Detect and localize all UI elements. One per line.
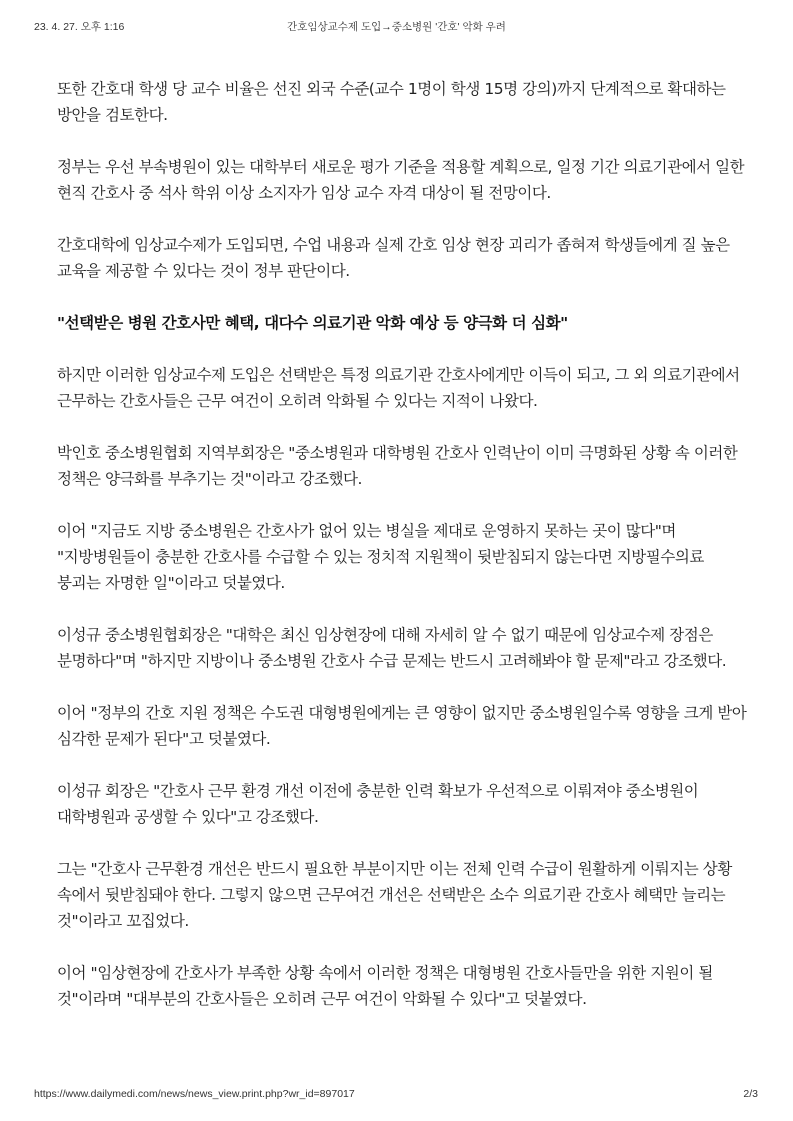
article-subheading: "선택받은 병원 간호사만 혜택, 대다수 의료기관 악화 예상 등 양극화 더 심화" (57, 314, 568, 332)
article-paragraph: 정부는 우선 부속병원이 있는 대학부터 새로운 평가 기준을 적용할 계획으로, 일정 기간 의료기관에서 일한 현직 간호사 중 석사 학위 이상 소지자가 임상 교수 자격 대상이 될 전망이다. (57, 158, 745, 202)
article-paragraph: 간호대학에 임상교수제가 도입되면, 수업 내용과 실제 간호 임상 현장 괴리가 좁혀져 학생들에게 질 높은 교육을 제공할 수 있다는 것이 정부 판단이다. (57, 236, 730, 280)
article-paragraph: 이어 "정부의 간호 지원 정책은 수도권 대형병원에게는 큰 영향이 없지만 중소병원일수록 영향을 크게 받아 심각한 문제가 된다"고 덧붙였다. (57, 704, 747, 748)
article-paragraph: 이어 "임상현장에 간호사가 부족한 상황 속에서 이러한 정책은 대형병원 간호사들만을 위한 지원이 될 것"이라며 "대부분의 간호사들은 오히려 근무 여건이 악화될 수 있다"고 덧붙였다. (57, 964, 713, 1008)
article-body (57, 76, 747, 1038)
article-paragraph: 박인호 중소병원협회 지역부회장은 "중소병원과 대학병원 간호사 인력난이 이미 극명화된 상황 속 이러한 정책은 양극화를 부추기는 것"이라고 강조했다. (57, 444, 738, 488)
print-footer (0, 1088, 793, 1104)
article-paragraph: 이성규 중소병원협회장은 "대학은 최신 임상현장에 대해 자세히 알 수 없기 때문에 임상교수제 장점은 분명하다"며 "하지만 지방이나 중소병원 간호사 수급 문제는 반드시 고려해봐야 할 문제"라고 강조했다. (57, 626, 727, 670)
print-datetime: 23. 4. 27. 오후 1:16 (34, 21, 125, 33)
print-page-title: 간호임상교수제 도입→중소병원 '간호' 악화 우려 (287, 21, 506, 33)
print-url: https://www.dailymedi.com/news/news_view.print.php?wr_id=897017 (34, 1088, 355, 1100)
article-paragraph: 그는 "간호사 근무환경 개선은 반드시 필요한 부분이지만 이는 전체 인력 수급이 원활하게 이뤄지는 상황 속에서 뒷받침돼야 한다. 그렇지 않으면 근무여건 개선은 선택받은 소수 의료기관 간호사 혜택만 늘리는 것"이라고 꼬집었다. (57, 860, 732, 930)
article-paragraph: 이어 "지금도 지방 중소병원은 간호사가 없어 있는 병실을 제대로 운영하지 못하는 곳이 많다"며 "지방병원들이 충분한 간호사를 수급할 수 있는 정치적 지원책이 뒷받침되지 않는다면 지방필수의료 붕괴는 자명한 일"이라고 덧붙였다. (57, 522, 704, 592)
page-number: 2/3 (743, 1088, 758, 1100)
article-paragraph: 또한 간호대 학생 당 교수 비율은 선진 외국 수준(교수 1명이 학생 15명 강의)까지 단계적으로 확대하는 방안을 검토한다. (57, 80, 726, 124)
article-paragraph: 하지만 이러한 임상교수제 도입은 선택받은 특정 의료기관 간호사에게만 이득이 되고, 그 외 의료기관에서 근무하는 간호사들은 근무 여건이 오히려 악화될 수 있다는 지적이 나왔다. (57, 366, 740, 410)
print-header (0, 19, 793, 35)
article-paragraph: 이성규 회장은 "간호사 근무 환경 개선 이전에 충분한 인력 확보가 우선적으로 이뤄져야 중소병원이 대학병원과 공생할 수 있다"고 강조했다. (57, 782, 699, 826)
